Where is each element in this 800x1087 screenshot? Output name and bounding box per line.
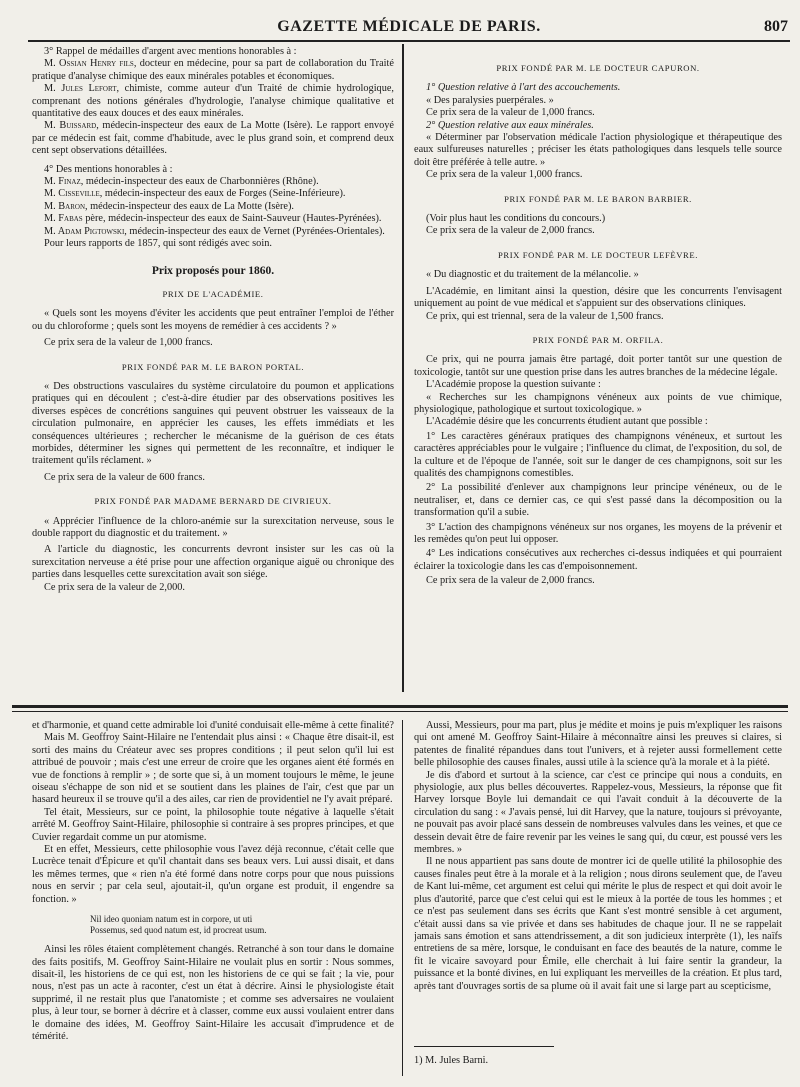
prize-item: 3° L'action des champignons vénéneux sur nos organes, les moyens de la prévenir et les remèdes qu'on peut lui opposer. [414, 521, 782, 545]
award-text: père, médecin-inspecteur des eaux de Saint-Sauveur (Hautes-Pyrénées). [82, 213, 382, 225]
body-paragraph: et d'harmonie, et quand cette admirable loi d'unité conduisait elle-même à cette finalité? [32, 720, 394, 731]
awardee-name: M. Jules Lefort, [44, 83, 120, 95]
awardee-name: M. Buissard, [44, 120, 99, 132]
mention-paragraph [32, 188, 394, 200]
body-paragraph: Tel était, Messieurs, sur ce point, la philosophie toute négative à laquelle s'était arrêté M. Geoffroy Saint-Hilaire, philosophie si contraire à ses propres principes, et que Cuvier regardait comme un pur atomisme. [32, 806, 394, 843]
verse-line: Possemus, sed quod natum est, id procreat usum. [90, 925, 267, 936]
prize-value: Ce prix sera de la valeur de 1,000 francs. [44, 337, 213, 349]
prize-title: PRIX FONDÉ PAR M. LE BARON BARBIER. [504, 193, 692, 204]
award-text: médecin-inspecteur des eaux de Vernet (Pyrénées-Orientales). [126, 225, 385, 237]
prize-desire: L'Académie désire que les concurrents étudient autant que possible : [426, 416, 708, 428]
footnote-rule [414, 1046, 554, 1047]
award-text: médecin-inspecteur des eaux de La Motte (Isère). Le rapport envoyé par ce médecin est fait, comme d'habitude, avec le plus grand soin, et comprend deux cent sept observations détaillées. [32, 120, 394, 157]
prize-title: PRIX FONDÉ PAR M. ORFILA. [532, 334, 664, 345]
journal-title: GAZETTE MÉDICALE DE PARIS. [277, 18, 541, 35]
prize-question: « Quels sont les moyens d'éviter les accidents que peut entraîner l'emploi de l'éther ou du chloroforme ; quels sont les moyens de remédier à ces accidents ? » [32, 308, 394, 332]
mention-paragraph [32, 226, 394, 238]
question-label: 2° Question relative aux eaux minérales. [426, 119, 594, 131]
prize-question: « Apprécier l'influence de la chloro-anémie sur la surexcitation nerveuse, sous le double rapport du diagnostic et du traitement. » [32, 515, 394, 539]
verse-line: Nil ideo quoniam natum est in corpore, ut uti [90, 914, 253, 925]
mention-paragraph [32, 201, 394, 213]
prize-value: Ce prix sera de la valeur de 2,000 francs. [426, 225, 595, 237]
awardee-name: M. Baron, [44, 200, 88, 212]
feuilleton-right-column [414, 720, 782, 1042]
prize-value: Ce prix sera de la valeur de 1,000 francs. [426, 107, 595, 119]
prize-note: (Voir plus haut les conditions du concours.) [426, 213, 606, 225]
column-divider-top [402, 44, 404, 692]
page-header [30, 18, 788, 38]
body-paragraph: Mais M. Geoffroy Saint-Hilaire ne l'entendait plus ainsi : « Chaque être disait-il, est sorti des mains du Créateur avec ses propres conditions ; il peut selon qu'il lui est attribué de pouvoir ; mais c'est une erreur de croire que les organes aient été formés en vue de fonctions à remplir » ; de sorte que si, à un moment toujours le même, le jeune oiseau s'échappe de son nid et se soutient dans les plaines de l'air, c'est que par un hasard heureux il se trouve qu'il a des ailes, car rien de providentiel ne l'y avait préparé. [32, 732, 394, 806]
prize-propose: L'Académie propose la question suivante : [426, 379, 601, 391]
section-4-intro: 4° Des mentions honorables à : [44, 163, 173, 175]
mention-paragraph [32, 176, 394, 188]
section-separator-thin [12, 711, 788, 712]
section-3-intro: 3° Rappel de médailles d'argent avec mentions honorables à : [44, 46, 297, 57]
prize-title: PRIX FONDÉ PAR M. LE DOCTEUR CAPURON. [496, 63, 700, 73]
prize-value: Ce prix sera de la valeur de 600 francs. [44, 471, 205, 483]
header-rule [28, 40, 790, 42]
feuilleton-left-column [32, 720, 394, 1070]
awardee-name: M. Cisseville, [44, 188, 103, 200]
prize-note: L'Académie, en limitant ainsi la question, désire que les concurrents l'envisagent uniquement au point de vue médical et s'appuient sur des observations cliniques. [414, 285, 782, 310]
award-text: médecin-inspecteur des eaux de Charbonnières (Rhône). [83, 176, 319, 188]
prize-value: Ce prix sera de la valeur 1,000 francs. [426, 169, 583, 181]
award-paragraph [32, 120, 394, 157]
prize-value: Ce prix sera de la valeur de 2,000. [44, 581, 185, 593]
award-text: médecin-inspecteur des eaux de La Motte (Isère). [87, 200, 295, 212]
award-text: docteur en médecine, pour sa part de collaboration du Traité pratique d'analyse chimique des eaux minérales potables et économiques. [32, 58, 394, 82]
prize-question: « Des obstructions vasculaires du système circulatoire du poumon et applications pratiques qui en découlent ; c'est-à-dire étudier par des observations positives les diverses espèces de concrétions sanguines qui peuvent obstruer les vaisseaux de la circulation pulmonaire, en apprécier les causes, les effets immédiats et les conséquences ultérieures ; rechercher le mécanisme de la guérison de ces états morbides, déterminer les signes qui permettent de les reconnaître, et indiquer le traitement qu'ils réclament. » [32, 380, 394, 467]
awardee-name: M. Finaz, [44, 176, 84, 188]
footnote: 1) M. Jules Barni. [414, 1055, 489, 1066]
prize-title: PRIX FONDÉ PAR M. LE DOCTEUR LEFÈVRE. [498, 249, 698, 260]
body-paragraph: Il ne nous appartient pas sans doute de montrer ici de quelle utilité la philosophie des causes finales peut être à la morale et à la religion ; nous dirons seulement que, de l'aveu de Kant lui-même, cet argument est celui qui mérite le plus de respect et qui doit avoir le plus d'autorité, parce que c'est celui qui est le mieux à la portée de tous les hommes ; et ce n'est pas seulement dans ses écrits que Kant s'est montré sensible à cet argument, c'était aussi dans sa vie privée et dans ses habitudes de chaque jour. Il ne se rappelait jamais sans émotion et sans attendrissement, a dit son judicieux interprète (1), les naïfs entretiens de sa mère, lorsque, le conduisant en face des beautés de la nature, comme le fit le vicaire savoyard pour Émile, elle cherchait à lui faire sentir la grandeur, la puissance et la bonté divines, en lui expliquant les merveilles de la création. Et plus tard, après tant d'ouvrages sortis de sa plume où il avait fait une si large part au scepticisme, [414, 856, 782, 992]
award-paragraph [32, 58, 394, 83]
awardee-name: M. Fabas [44, 213, 83, 225]
prize-title: PRIX FONDÉ PAR MADAME BERNARD DE CIVRIEUX. [94, 496, 332, 507]
prize-value: Ce prix, qui est triennal, sera de la valeur de 1,500 francs. [426, 310, 664, 322]
body-paragraph: Ainsi les rôles étaient complètement changés. Retranché à son tour dans le domaine des faits positifs, M. Geoffroy Saint-Hilaire ne voulait plus en sortir : Nous sommes, disait-il, les historiens de ce qui est, non les historiens de ce qui se fait ; la vie, pour nous, n'est pas un acte à raconter, c'est un état à décrire. Ainsi le physiologiste était supprimé, il ne restait plus que l'anatomiste ; et comme ses adversaires ne voulaient plus, à leur tour, se borner à décrire et à classer, comme eux aussi voulaient entrer dans le domaine des idées, M. Geoffroy Saint-Hilaire les accusait d'imprudence et de témérité. [32, 944, 394, 1042]
body-paragraph: Et en effet, Messieurs, cette philosophie vous l'avez déjà reconnue, c'était celle que Lucrèce tenait d'Épicure et qu'il chantait dans ses beaux vers. Lui aussi disait, et dans les mêmes termes, que « rien n'a été formé dans notre corps pour que nous puissions nous en servir ; par cela seul, ajoutait-il, qu'un organe est produit, il engendre sa fonction. » [32, 844, 394, 905]
prize-value: Ce prix sera de la valeur de 2,000 francs. [426, 575, 595, 587]
latin-verse [90, 914, 394, 936]
prize-intro: Ce prix, qui ne pourra jamais être partagé, doit porter tantôt sur une question de toxicologie, tantôt sur une question prise dans les autres branches de la médecine légale. [414, 354, 782, 378]
body-paragraph: Aussi, Messieurs, pour ma part, plus je médite et moins je puis m'expliquer les raisons qui ont amené M. Geoffroy Saint-Hilaire à méconnaître ainsi les preuves si claires, si patentes de finalité répandues dans tout l'univers, et à rejeter aussi formellement cette belle philosophie des causes finales, aussi utile à la science qu'à la morale et à la piété. [414, 720, 782, 769]
prize-question: « Recherches sur les champignons vénéneux aux points de vue chimique, physiologique, pathologique et surtout toxicologique. » [414, 391, 782, 415]
section-separator [12, 705, 788, 708]
prize-question: « Déterminer par l'observation médicale l'action physiologique et thérapeutique des eaux sulfureuses naturelles ; préciser les états pathologiques dans lesquels telle source doit être préférée à telle autre. » [414, 132, 782, 168]
page-number: 807 [764, 18, 788, 35]
award-text: médecin-inspecteur des eaux de Forges (Seine-Inférieure). [102, 188, 346, 200]
prize-question: « Du diagnostic et du traitement de la mélancolie. » [426, 269, 639, 281]
prize-title: PRIX DE L'ACADÉMIE. [162, 288, 264, 299]
prize-title: PRIX FONDÉ PAR M. LE BARON PORTAL. [121, 361, 305, 372]
prizes-heading: Prix proposés pour 1860. [151, 264, 275, 277]
prize-item: 1° Les caractères généraux pratiques des champignons vénéneux, et surtout les caractères appréciables pour le vulgaire ; l'influence du climat, de l'exposition, du sol, de la culture et de l'époque de l'année, soit sur le danger de ces champignons, soit sur les qualités des champignons comestibles. [414, 430, 782, 479]
section-4-closing: Pour leurs rapports de 1857, qui sont rédigés avec soin. [44, 238, 272, 250]
right-column [414, 54, 782, 688]
column-divider-bottom [402, 720, 403, 1076]
prize-item: 2° La possibilité d'enlever aux champignons leur principe vénéneux, ou de le neutraliser, et, dans ce dernier cas, ce qui s'est passé dans la décomposition ou la transformation qu'il a subie. [414, 482, 782, 519]
awardee-name: M. Adam Pigtowski, [44, 225, 127, 237]
prize-question: « Des paralysies puerpérales. » [426, 94, 554, 106]
awardee-name: M. Ossian Henry fils, [44, 58, 137, 70]
left-column [32, 46, 394, 688]
prize-item: 4° Les indications consécutives aux recherches ci-dessus indiquées et qui pourraient éclairer la toxicologie dans les cas d'empoisonnement. [414, 548, 782, 572]
mention-paragraph [32, 213, 394, 225]
award-text: chimiste, comme auteur d'un Traité de chimie hydrologique, comprenant des notions générales d'hydrologie, l'analyse chimique qualitative et quantitative des eaux douces et des eaux minérales. [32, 83, 394, 120]
question-label: 1° Question relative à l'art des accouchements. [426, 82, 621, 94]
prize-note: A l'article du diagnostic, les concurrents devront insister sur les cas où la surexcitation nerveuse a été prise pour une affection organique aiguë ou chronique des parties dans lesquelles cette surexcitation avait son siége. [32, 544, 394, 581]
body-paragraph: Je dis d'abord et surtout à la science, car c'est ce principe qui nous a conduits, en physiologie, aux plus belles découvertes. Rappelez-vous, Messieurs, la réponse que fit Harvey lorsque Boyle lui demandait ce qui l'avait conduit à la découverte de la circulation du sang : « J'avais pensé, lui dit Harvey, que la nature, toujours si prévoyante, ne pouvait pas avoir placé sans dessein de nombreuses valvules dans les veines, et que ce dessein devait être de faire revenir par les veines le sang qui, du cœur, est poussé vers les membres. » [414, 769, 782, 856]
award-paragraph [32, 83, 394, 120]
